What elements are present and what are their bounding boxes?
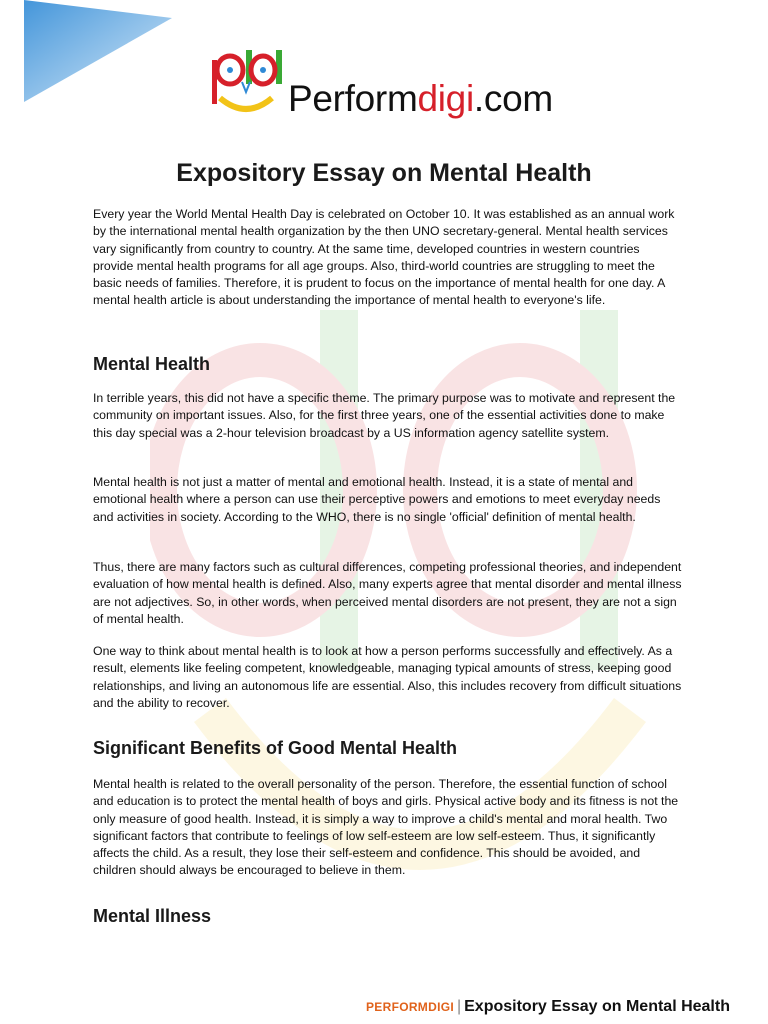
footer-title: Expository Essay on Mental Health — [464, 998, 730, 1015]
section-heading-mental-health: Mental Health — [93, 354, 211, 374]
intro-paragraph: Every year the World Mental Health Day is celebrated on October 10. It was established as an annual work by the international mental health organization by the then UNO secretary-general. Mental health services vary significantly from country to country. At the same time, developed countries in western countries provide mental health programs for all age groups. Also, third-world countries are struggling to meet the basic needs of families. Therefore, it is prudent to focus on the importance of mental health for one day. A mental health article is about understanding the importance of mental health to everyone's life. — [93, 207, 675, 308]
logo-word-tail: .com — [473, 78, 553, 119]
performdigi-logo — [208, 48, 608, 128]
footer-brand: PERFORMDIGI — [366, 1000, 454, 1014]
logo-word-main: Perform — [288, 78, 418, 119]
page-footer — [366, 994, 730, 1020]
mental-health-paragraph-2: Mental health is not just a matter of mental and emotional health. Instead, it is a state of mental and emotional health where a person can use their perceptive powers and emotions to meet everyday needs and activities in society. According to the WHO, there is no single 'official' definition of mental health. — [93, 475, 661, 524]
section-heading-benefits: Significant Benefits of Good Mental Health — [93, 738, 458, 758]
logo-wordmark — [288, 76, 553, 122]
pd-smiley-logo-icon — [208, 48, 286, 120]
page-title: Expository Essay on Mental Health — [176, 159, 592, 187]
section-heading-mental-illness: Mental Illness — [93, 906, 212, 926]
benefits-paragraph-1: Mental health is related to the overall personality of the person. Therefore, the essential function of school and education is to protect the mental health of boys and girls. Physical active body and its fitness is not the only measure of good health. Instead, it is simply a way to improve a child's mental and moral health. Two significant factors that contribute to feelings of low self-esteem are low self-esteem. Thus, it significantly affects the child. As a result, they lose their self-esteem and confidence. This should be avoided, and children should always be encouraged to believe in them. — [93, 777, 679, 878]
mental-health-paragraph-3: Thus, there are many factors such as cultural differences, competing professional theories, and independent evaluation of how mental health is defined. Also, many experts agree that mental disorder and mental illness are not adjectives. So, in other words, when perceived mental disorders are not present, they are not a sign of mental health. — [93, 560, 682, 626]
mental-health-paragraph-4: One way to think about mental health is to look at how a person performs successfully and effectively. As a result, elements like feeling competent, knowledgeable, managing typical amounts of stress, keeping good relationships, and living an autonomous life are essential. Also, this includes recovery from difficult situations and the ability to recover. — [93, 644, 682, 710]
mental-health-paragraph-1: In terrible years, this did not have a specific theme. The primary purpose was to motivate and represent the community on important issues. Also, for the first three years, one of the essential activities done to make this day special was a 2-hour television broadcast by a US information agency satellite system. — [93, 391, 676, 440]
corner-decoration — [0, 0, 200, 110]
logo-word-accent: digi — [417, 78, 474, 119]
footer-separator: | — [456, 998, 462, 1015]
